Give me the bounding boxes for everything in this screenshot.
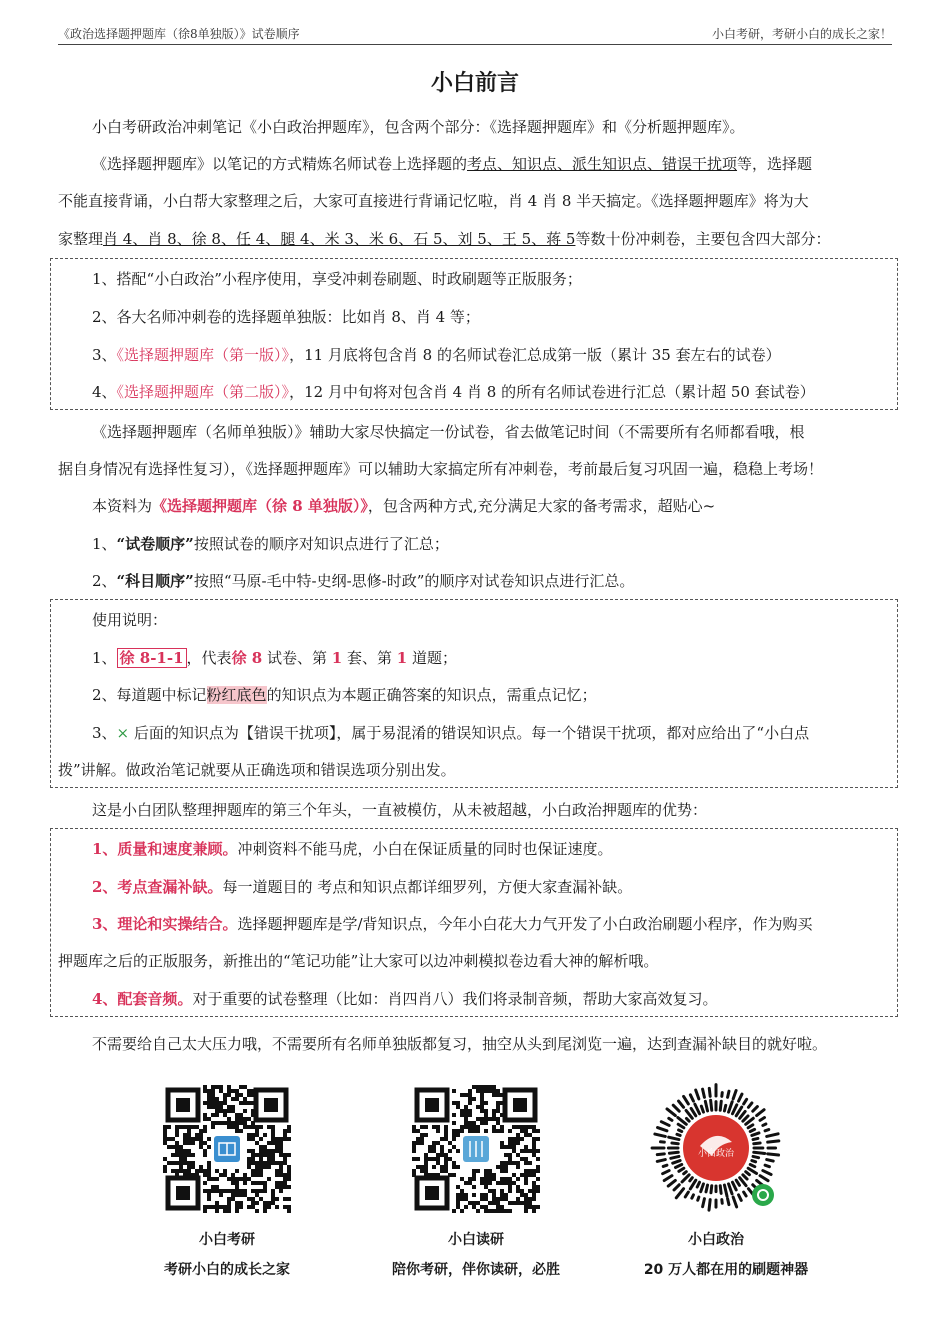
qr-code-icon bbox=[412, 1085, 540, 1217]
edition-one-title: 《选择题押题库（第一版）》 bbox=[116, 346, 290, 364]
pink-highlight-sample: 粉红底色 bbox=[206, 686, 267, 704]
usage-rule-2: 2、每道题中标记粉红底色的知识点为本题正确答案的知识点，需重点记忆； bbox=[92, 686, 597, 704]
qr-code-icon bbox=[163, 1085, 291, 1217]
qr-caption-name: 小白政治 bbox=[688, 1232, 744, 1248]
qr-caption-slogan: 考研小白的成长之家 bbox=[164, 1262, 290, 1278]
qr-caption-name: 小白读研 bbox=[448, 1232, 504, 1248]
question-code-sample: 徐 8-1-1 bbox=[117, 648, 187, 668]
edition-two-title: 《选择题押题库（第二版）》 bbox=[116, 383, 290, 401]
advantage-1: 1、质量和速度兼顾。冲刺资料不能马虎，小白在保证质量的同时也保证速度。 bbox=[92, 840, 613, 858]
usage-rule-1: 1、 徐 8-1-1 ，代表徐 8 试卷、第 1 套、第 1 道题； bbox=[92, 649, 457, 667]
mid-line-2: 据自身情况有选择性复习），《选择题押题库》可以辅助大家搞定所有冲刺卷，考前最后复习巩固一遍，稳稳上考场！ bbox=[58, 460, 824, 478]
material-title: 《选择题押题库（徐 8 单独版）》 bbox=[152, 497, 368, 515]
mini-program-badge: 小白政治 bbox=[697, 1149, 735, 1159]
advantage-3-cont: 押题库之后的正版服务，新推出的“笔记功能”让大家可以边冲刺模拟卷边看大神的解析哦。 bbox=[58, 952, 659, 970]
page-header bbox=[58, 22, 892, 45]
intro-line-4: 家整理肖 4、肖 8、徐 8、任 4、腿 4、米 3、米 6、石 5、刘 5、王 5、蒋 5等数十份冲刺卷，主要包含四大部分： bbox=[58, 230, 831, 248]
mini-program-code-icon bbox=[650, 1082, 782, 1218]
usage-rule-3: 3、× 后面的知识点为【错误干扰项】，属于易混淆的错误知识点。每一个错误干扰项，都对应给出了“小白点 bbox=[92, 724, 810, 742]
usage-rule-3-cont: 拨”讲解。做政治笔记就要从正确选项和错误选项分别出发。 bbox=[58, 761, 456, 779]
qr-caption-slogan: 20 万人都在用的刷题神器 bbox=[643, 1262, 809, 1278]
header-right-slogan: 小白考研，考研小白的成长之家！ bbox=[711, 26, 892, 41]
header-left-title: 《政治选择题押题库（徐8单独版）》试卷顺序 bbox=[58, 26, 300, 41]
intro-line-3: 不能直接背诵，小白帮大家整理之后，大家可直接进行背诵记忆啦，肖 4 肖 8 半天搞定。《选择题押题库》将为大 bbox=[58, 192, 809, 210]
advantage-4: 4、配套音频。对于重要的试卷整理（比如：肖四肖八）我们将录制音频，帮助大家高效复习。 bbox=[92, 990, 718, 1008]
advantages-intro: 这是小白团队整理押题库的第三个年头，一直被模仿，从未被超越，小白政治押题库的优势： bbox=[92, 801, 708, 819]
closing-line: 不需要给自己太大压力哦，不需要所有名师单独版都复习，抽空从头到尾浏览一遍，达到查漏补缺目的就好啦。 bbox=[92, 1035, 828, 1053]
parts-item-1: 1、搭配“小白政治”小程序使用，享受冲刺卷刷题、时政刷题等正版服务； bbox=[92, 270, 582, 288]
parts-item-4: 4、《选择题押题库（第二版）》，12 月中旬将对包含肖 4 肖 8 的所有名师试卷进行汇总（累计超 50 套试卷） bbox=[92, 383, 815, 401]
mid-line-4: 1、“试卷顺序”按照试卷的顺序对知识点进行了汇总； bbox=[92, 535, 449, 553]
mid-line-1: 《选择题押题库（名师单独版）》辅助大家尽快搞定一份试卷，省去做笔记时间（不需要所有名师都看哦，根 bbox=[92, 423, 805, 441]
advantage-3: 3、理论和实操结合。选择题押题库是学/背知识点，今年小白花大力气开发了小白政治刷题小程序，作为购买 bbox=[92, 915, 813, 933]
parts-item-3: 3、《选择题押题库（第一版）》，11 月底将包含肖 8 的名师试卷汇总成第一版（累计 35 套左右的试卷） bbox=[92, 346, 781, 364]
advantage-2: 2、考点查漏补缺。每一道题目的 考点和知识点都详细罗列，方便大家查漏补缺。 bbox=[92, 878, 633, 896]
usage-heading: 使用说明： bbox=[92, 611, 168, 629]
intro-line-2: 《选择题押题库》以笔记的方式精炼名师试卷上选择题的考点、知识点、派生知识点、错误干扰项等，选择题 bbox=[92, 155, 813, 173]
underlined-keypoints: 考点、知识点、派生知识点、错误干扰项 bbox=[467, 155, 738, 173]
mid-line-5: 2、“科目顺序”按照“马原-毛中特-史纲-思修-时政”的顺序对试卷知识点进行汇总。 bbox=[92, 572, 635, 590]
qr-caption-slogan: 陪你考研，伴你读研，必胜 bbox=[392, 1262, 560, 1278]
qr-caption-name: 小白考研 bbox=[199, 1232, 255, 1248]
page-title: 小白前言 bbox=[430, 71, 519, 96]
parts-item-2: 2、各大名师冲刺卷的选择题单独版：比如肖 8、肖 4 等； bbox=[92, 308, 480, 326]
mid-line-3: 本资料为《选择题押题库（徐 8 单独版）》，包含两种方式,充分满足大家的备考需求，超贴心~ bbox=[92, 497, 716, 515]
underlined-paper-list: 肖 4、肖 8、徐 8、任 4、腿 4、米 3、米 6、石 5、刘 5、王 5、蒋 5 bbox=[103, 230, 576, 248]
intro-line-1: 小白考研政治冲刺笔记《小白政治押题库》，包含两个部分：《选择题押题库》和《分析题押题库》。 bbox=[92, 118, 745, 136]
wrong-mark-icon: × bbox=[116, 724, 130, 742]
